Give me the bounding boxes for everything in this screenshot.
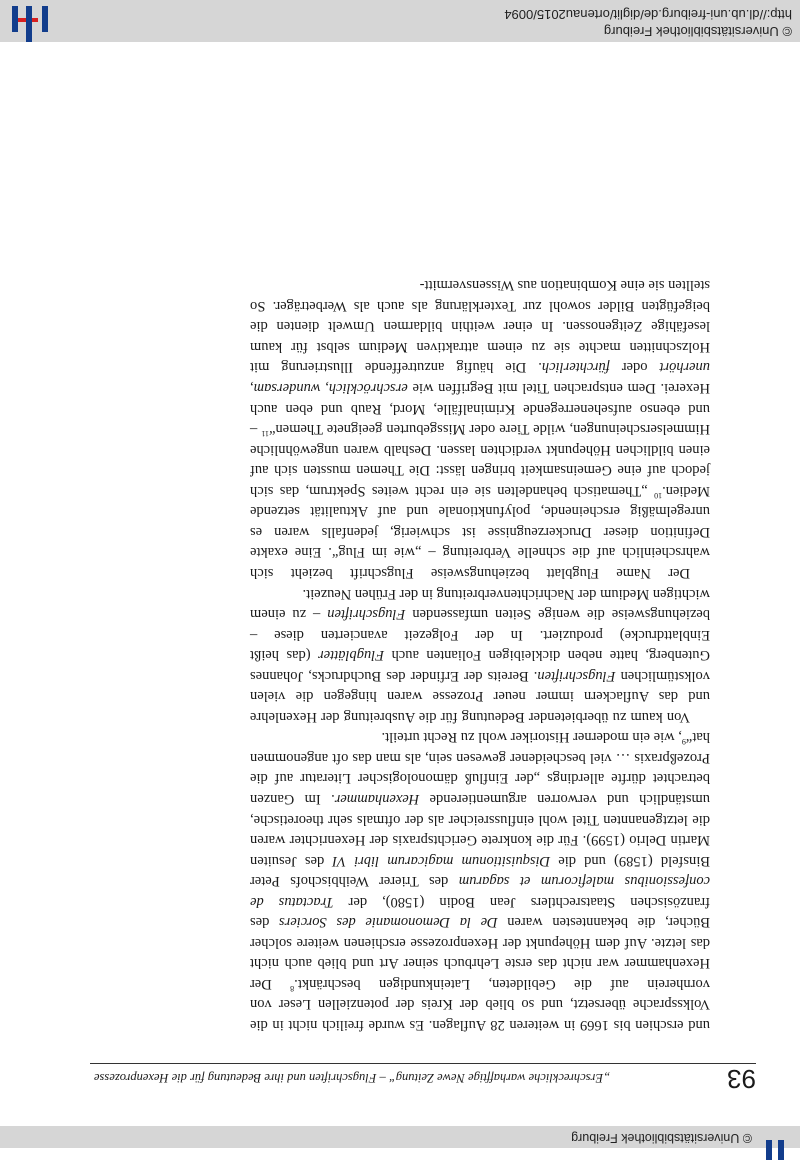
body-text [250, 275, 710, 1035]
page-number: 93 [727, 1064, 756, 1094]
running-head: „Erschreckliche warhafftige Newe Zeitung“ – Flugschriften und ihre Bedeutung für die Hexenprozesse [94, 1071, 611, 1085]
footnote-marker: 11 [261, 428, 270, 438]
paragraph-2 [250, 583, 710, 727]
text-run: Der Hexenhammer war nicht das erste Lehrbuch seiner Art und blieb auch nicht das letzte. Auf dem Höhepunkt der Hexenprozesse erschienen weitere solcher Bücher, die bekanntesten waren [250, 914, 710, 992]
page-header [90, 1063, 756, 1094]
italic-text: Hexenhammer [334, 790, 420, 807]
text-run: . Im Ganzen betrachtet dürfte allerdings „der Einfluß dämonologischer Literatur auf die Prozeßpraxis … viel bescheidener gewesen sein, als man das oft angenommen hat“ [250, 729, 710, 807]
document-url[interactable]: http://dl.ub.uni-freiburg.de/diglit/ortenau2015/0094 [504, 7, 792, 22]
text-run: des Jesuiten Martin Delrio (1599). Für die konkrete Gerichtspraxis der Hexenrichter waren die letztgenannten Titel wohl einflussreicher als der oftmals sehr theoretische, umständlich und verworren argumentierende [250, 790, 710, 869]
text-run: oder [609, 359, 660, 376]
text-run: – und ebenso aufsehenerregende Kriminalfälle, Mord, Raub und eben auch Hexerei. Dem entsprachen Titel mit Begriffen wie [250, 380, 710, 438]
library-credit: © Universitätsbibliothek Freiburg [603, 24, 792, 39]
text-run: des französischen Staatsrechtlers Jean Bodin (1580), der [250, 893, 710, 931]
top-library-credit: © Universitätsbibliothek Freiburg [571, 1131, 752, 1145]
italic-text: Flugschriften [327, 606, 406, 623]
text-run: , wie ein moderner Historiker wohl zu Recht urteilt. [381, 729, 682, 746]
paragraph-1 [250, 727, 710, 1035]
text-run: Von kaum zu überbietender Bedeutung für die Ausbreitung der Hexenlehre und das Auflackern immer neuer Prozesse waren hingegen die vielen volkstümlichen [250, 667, 710, 725]
italic-text: Flugblätter [318, 647, 385, 664]
italic-text: erschröcklich, wundersam, unerhört [250, 359, 710, 397]
footnote-marker: 9 [681, 737, 686, 747]
italic-text: Flugschriften [537, 667, 616, 684]
text-run: – zu einem wichtigen Medium der Nachrichtenverbreitung in der Frühen Neuzeit. [250, 585, 710, 623]
footnote-marker: 10 [654, 490, 663, 500]
italic-text: Disquisitionum magicarum libri VI [332, 852, 551, 869]
text-run: des Trierer Weihbischofs Peter Binsfeld (1589) und die [249, 852, 710, 890]
bottom-bar [0, 0, 800, 42]
text-run: . Bereits der Erfinder des Buchdrucks, Johannes Gutenberg, hatte neben dickleibigen Folianten auch [250, 647, 710, 684]
top-bar [0, 1126, 800, 1148]
italic-text: fürchterlich [541, 359, 610, 376]
italic-text: Tractatus de confessionibus maleficorum et sagarum [250, 873, 710, 910]
paragraph-3 [250, 275, 710, 583]
footnote-marker: 8 [290, 983, 295, 993]
text-run: (das heißt Einblattdrucke) produziert. In der Folgezeit avancierten diese – beziehungsweise die wenige Seiten umfassenden [250, 606, 710, 664]
italic-text: De la Demonomanie des Sorciers [279, 914, 498, 931]
text-run: Der Name Flugblatt beziehungsweise Flugschrift bezieht sich wahrscheinlich auf die schnelle Verbreitung – „wie im Flug“. Eine exakte Definition dieser Druckerzeugnisse ist schwierig, jedenfalls waren es unregelmäßig erscheinende, polyfunktionale und auf Aktualität setzende Medien. [250, 482, 710, 581]
university-logo-icon [6, 0, 52, 42]
text-run: . Die häufig anzutreffende Illustrierung mit Holzschnitten machte sie zu einem attraktiven Medium selbst für kaum lesefähige Zeitgenossen. In einer weithin bildarmen Umwelt dienten die beigefügten Bilder sowohl zur Texterklärung als auch als Werbeträger. So stellten sie eine Kombination aus Wissensvermitt- [250, 277, 710, 376]
university-logo-icon [758, 1126, 792, 1160]
text-run: und erschien bis 1669 in weiteren 28 Auflagen. Es wurde freilich nicht in die Volkssprache übersetzt, und so blieb der Kreis der potenziellen Leser von vornherein auf die Gebildeten, Lateinkundigen beschränkt. [250, 975, 710, 1033]
text-run: „Thematisch behandelten sie ein recht weites Spektrum, das sich jedoch auf eine Gemeinsamkeit bringen lässt: Die Themen mussten sich auf einen bildlichen Höhepunkt verdichten lassen. Deshalb waren ungewöhnliche Himmelserscheinungen, wilde Tiere oder Missgeburten geeignete Themen“ [250, 421, 710, 499]
